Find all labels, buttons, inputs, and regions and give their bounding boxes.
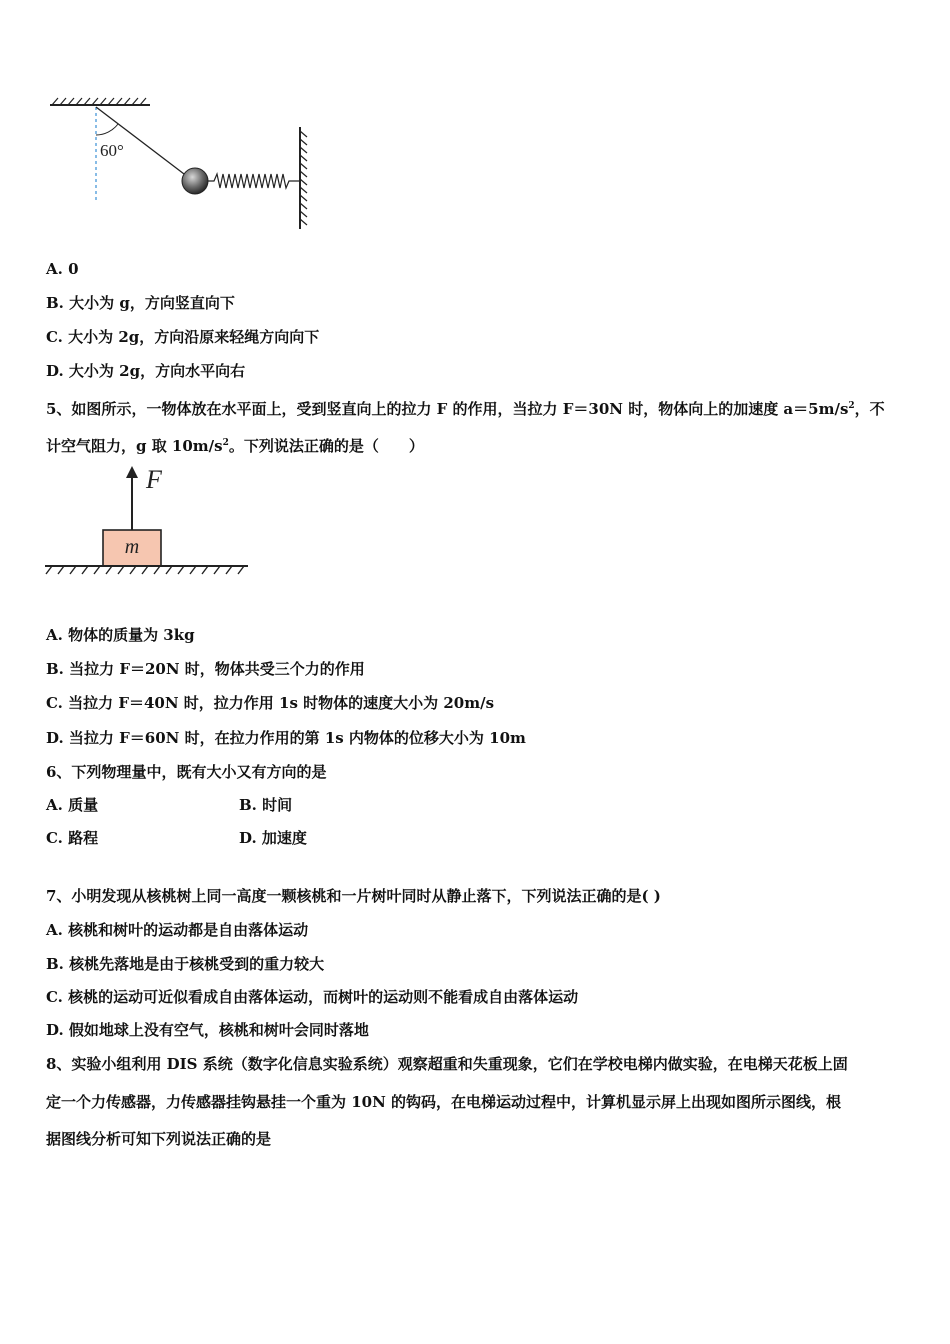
q4-option-a: A. 0 [46, 260, 79, 278]
q8-stem-line1: 8、实验小组利用 DIS 系统（数字化信息实验系统）观察超重和失重现象，它们在学校电梯内做实验，在电梯天花板上固 [46, 1055, 848, 1073]
force-label: F [146, 465, 162, 494]
q5-option-a: A. 物体的质量为 3kg [46, 626, 195, 644]
q5-stem-line1 [46, 396, 885, 419]
q6-option-a: A. 质量 [46, 796, 99, 814]
q5-option-c: C. 当拉力 F＝40N 时，拉力作用 1s 时物体的速度大小为 20m/s [46, 694, 495, 712]
q5-option-b: B. 当拉力 F＝20N 时，物体共受三个力的作用 [46, 660, 365, 678]
q6-option-c: C. 路程 [46, 829, 99, 847]
angle-label: 60° [100, 141, 124, 160]
q6-option-d: D. 加速度 [239, 829, 307, 847]
q7-option-a: A. 核桃和树叶的运动都是自由落体运动 [46, 921, 309, 939]
q5-stem-line1-superscript: 2 [848, 401, 855, 411]
q5-stem-line2-tail: 。下列说法正确的是（ ） [228, 437, 424, 455]
q4-option-d: D. 大小为 2g，方向水平向右 [46, 362, 246, 380]
q5-stem-line2-superscript: 2 [222, 438, 229, 448]
q5-stem-line2 [46, 433, 424, 456]
q4-option-c: C. 大小为 2g，方向沿原来轻绳方向向下 [46, 328, 320, 346]
q5-stem-line1-text: 5、如图所示，一物体放在水平面上，受到竖直向上的拉力 F 的作用，当拉力 F＝30N 时，物体向上的加速度 a＝5m/s [46, 400, 849, 418]
block-force-figure [40, 462, 260, 582]
q7-option-b: B. 核桃先落地是由于核桃受到的重力较大 [46, 955, 325, 973]
q5-option-d: D. 当拉力 F＝60N 时，在拉力作用的第 1s 内物体的位移大小为 10m [46, 729, 526, 747]
q7-option-d: D. 假如地球上没有空气，核桃和树叶会同时落地 [46, 1021, 369, 1039]
q6-option-b: B. 时间 [239, 796, 293, 814]
pendulum-spring-figure [40, 95, 360, 235]
q8-stem-line3: 据图线分析可知下列说法正确的是 [46, 1130, 272, 1148]
mass-label: m [124, 536, 140, 558]
q6-stem: 6、下列物理量中，既有大小又有方向的是 [46, 763, 327, 781]
q7-option-c: C. 核桃的运动可近似看成自由落体运动，而树叶的运动则不能看成自由落体运动 [46, 988, 579, 1006]
q4-option-b: B. 大小为 g，方向竖直向下 [46, 294, 235, 312]
q5-stem-line2-text: 计空气阻力，g 取 10m/s [46, 437, 223, 455]
q5-stem-line1-tail: ，不 [854, 400, 885, 418]
q7-stem: 7、小明发现从核桃树上同一高度一颗核桃和一片树叶同时从静止落下，下列说法正确的是( ) [46, 887, 661, 905]
q8-stem-line2: 定一个力传感器，力传感器挂钩悬挂一个重为 10N 的钩码，在电梯运动过程中，计算机显示屏上出现如图所示图线，根 [46, 1093, 842, 1111]
